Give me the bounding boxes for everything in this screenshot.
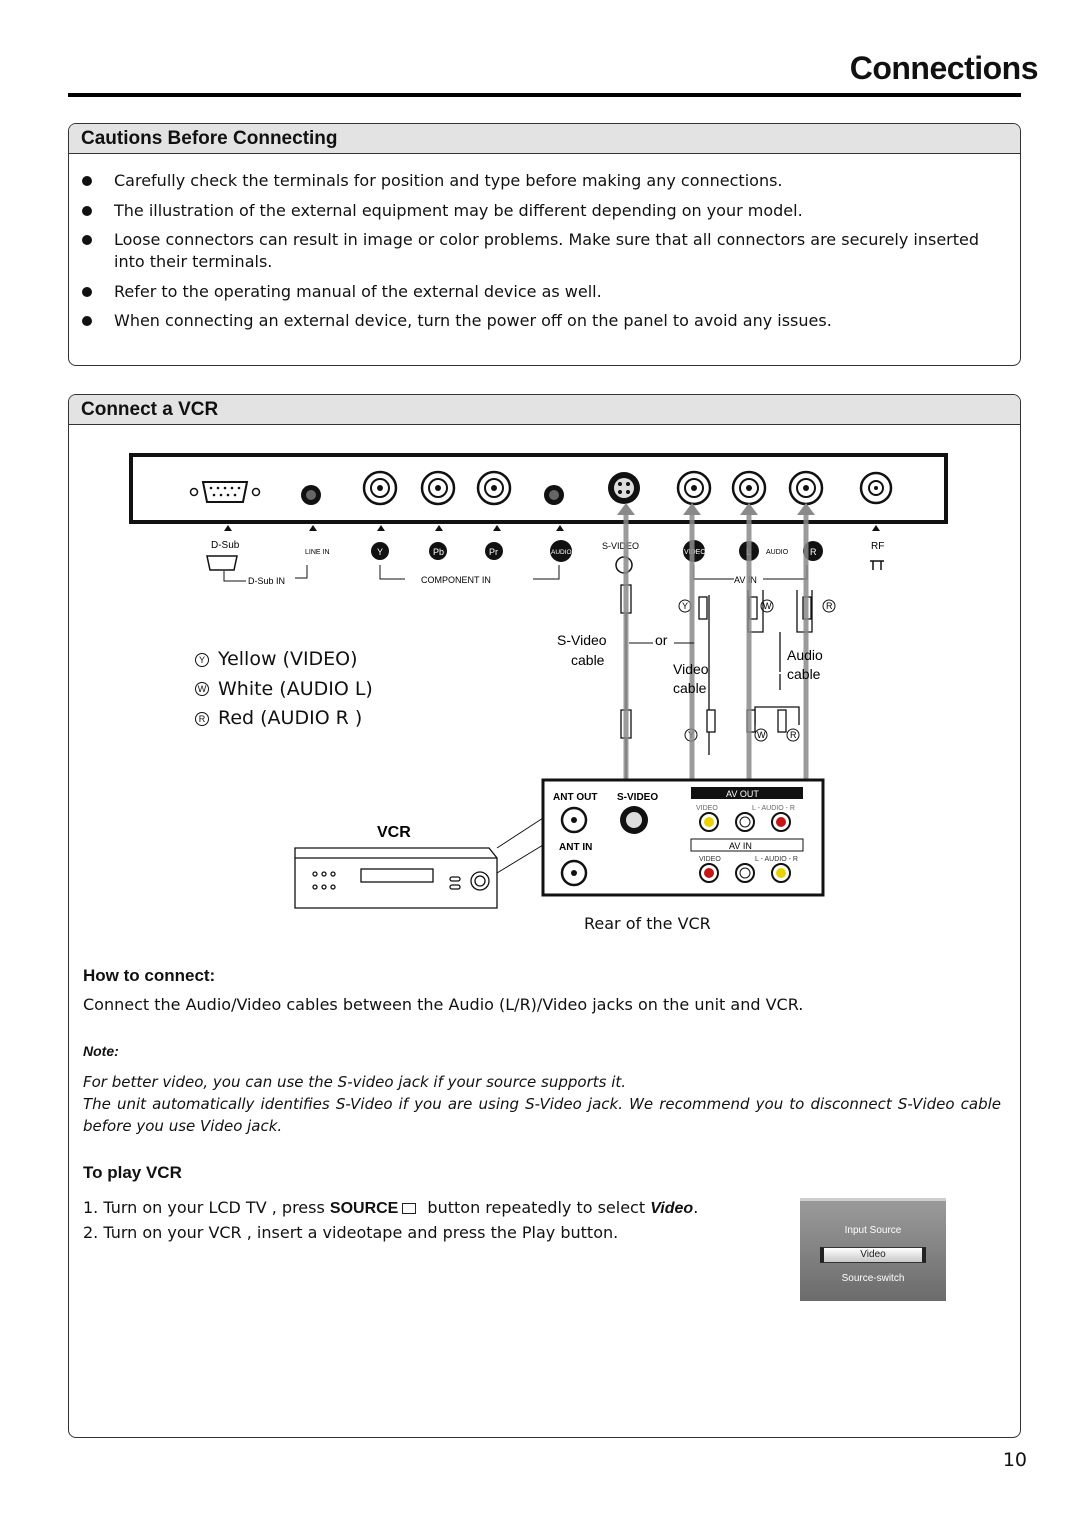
rca-jack-icon xyxy=(790,472,822,504)
av-out-label: AV OUT xyxy=(726,789,759,799)
bullet-icon xyxy=(82,287,92,297)
svideo-cable-label: S-Video xyxy=(557,632,607,648)
cautions-list xyxy=(69,170,1020,332)
rf-jack-icon xyxy=(861,473,891,503)
legend-item: R Red (AUDIO R ) xyxy=(195,704,373,734)
to-play-heading: To play VCR xyxy=(83,1163,182,1182)
connect-vcr-box xyxy=(68,394,1021,1438)
bullet-icon xyxy=(82,206,92,216)
rf-label: RF xyxy=(871,541,885,552)
caution-item: Loose connectors can result in image or color problems. Make sure that all connectors are securely inserted into their terminals. xyxy=(81,229,1010,273)
component-in-label: COMPONENT IN xyxy=(421,575,491,585)
svg-text:Y: Y xyxy=(682,601,689,611)
svg-text:R: R xyxy=(790,730,797,740)
how-to-connect-text: Connect the Audio/Video cables between the Audio (L/R)/Video jacks on the unit and VCR. xyxy=(83,995,804,1014)
input-source-osd xyxy=(800,1198,946,1301)
rca-jack-icon xyxy=(364,472,396,504)
audio-cable-label: cable xyxy=(787,666,821,682)
vcr-video-label: VIDEO xyxy=(699,856,721,863)
vcr-video-label: VIDEO xyxy=(696,805,718,812)
svg-text:R: R xyxy=(826,601,833,611)
rca-jack-icon xyxy=(478,472,510,504)
color-legend xyxy=(195,645,373,734)
rca-jack-icon xyxy=(422,472,454,504)
bullet-icon xyxy=(82,235,92,245)
play-steps xyxy=(83,1196,698,1245)
ant-in-label: ANT IN xyxy=(559,842,593,853)
l-label: L xyxy=(746,547,752,557)
svg-text:W: W xyxy=(757,730,766,740)
legend-item: Y Yellow (VIDEO) xyxy=(195,645,373,675)
vcr-heading: Connect a VCR xyxy=(69,395,1020,425)
y-label: Y xyxy=(377,547,384,557)
page-number: 10 xyxy=(1002,1449,1027,1471)
vcr-audio-label: L - AUDIO - R xyxy=(755,856,798,863)
rf-jack-icon xyxy=(562,861,586,885)
av-in-label: AV IN xyxy=(734,575,757,585)
rear-caption: Rear of the VCR xyxy=(584,914,711,933)
rca-jack-icon xyxy=(678,472,710,504)
source-button-icon xyxy=(402,1203,416,1214)
note-label: Note: xyxy=(83,1043,119,1059)
dsub-label: D-Sub xyxy=(211,540,240,551)
legend-item: W White (AUDIO L) xyxy=(195,675,373,705)
line-in-label: LINE IN xyxy=(305,549,330,556)
yellow-symbol-icon: Y xyxy=(195,653,209,667)
rf-jack-icon xyxy=(562,808,586,832)
svg-text:W: W xyxy=(763,601,772,611)
audio-label: AUDIO xyxy=(551,549,572,556)
caution-item: Refer to the operating manual of the external device as well. xyxy=(81,281,1010,303)
video-cable-label: cable xyxy=(673,680,707,696)
svideo-label: S-VIDEO xyxy=(602,541,640,551)
caution-item: When connecting an external device, turn the power off on the panel to avoid any issues. xyxy=(81,310,1010,332)
caution-item: Carefully check the terminals for position and type before making any connections. xyxy=(81,170,1010,192)
audio-cable-label: Audio xyxy=(787,647,823,663)
video-cable-label: Video xyxy=(673,661,709,677)
pb-label: Pb xyxy=(433,547,445,557)
bullet-icon xyxy=(82,176,92,186)
vcr-label: VCR xyxy=(377,824,411,841)
dsub-in-label: D-Sub IN xyxy=(248,576,286,586)
step-2: 2. Turn on your VCR , insert a videotape and press the Play button. xyxy=(83,1223,619,1242)
ant-out-label: ANT OUT xyxy=(553,792,598,803)
vcr-device-icon xyxy=(295,848,497,908)
dsub-small-icon xyxy=(207,556,237,570)
svideo-jack-icon xyxy=(620,806,648,834)
svideo-cable-label: cable xyxy=(571,652,605,668)
tv-rear-panel xyxy=(131,455,946,522)
vcr-av-in-label: AV IN xyxy=(729,841,752,851)
cautions-heading: Cautions Before Connecting xyxy=(69,124,1020,154)
cautions-box xyxy=(68,123,1021,366)
white-symbol-icon: W xyxy=(195,682,209,696)
video-label: VIDEO xyxy=(684,549,706,556)
audio-lr-label: AUDIO xyxy=(766,549,789,556)
step-1: 1. Turn on your LCD TV , press SOURCE button repeatedly to select Video. xyxy=(83,1198,699,1217)
vcr-audio-label: L - AUDIO - R xyxy=(752,805,795,812)
or-label: or xyxy=(655,632,668,648)
osd-footer: Source-switch xyxy=(841,1273,905,1284)
osd-selected-item: Video xyxy=(820,1247,926,1263)
pr-label: Pr xyxy=(489,547,498,557)
svg-text:Y: Y xyxy=(688,730,695,740)
title-rule xyxy=(68,93,1021,97)
r-label: R xyxy=(810,547,817,557)
page-title: Connections xyxy=(849,50,1038,86)
vcr-svideo-label: S-VIDEO xyxy=(617,792,659,803)
note-text: For better video, you can use the S-video jack if your source supports it. The unit automatically identifies S-Video if you are using S-Video jack. We recommend you to disconnect S-Video cable before you use Video jack. xyxy=(83,1073,1001,1135)
svideo-jack-icon xyxy=(608,472,640,504)
caution-item: The illustration of the external equipment may be different depending on your model. xyxy=(81,200,1010,222)
bullet-icon xyxy=(82,316,92,326)
red-symbol-icon: R xyxy=(195,712,209,726)
antenna-icon xyxy=(870,561,884,570)
osd-title: Input Source xyxy=(844,1225,902,1236)
rca-jack-icon xyxy=(733,472,765,504)
how-to-connect-heading: How to connect: xyxy=(83,966,216,985)
